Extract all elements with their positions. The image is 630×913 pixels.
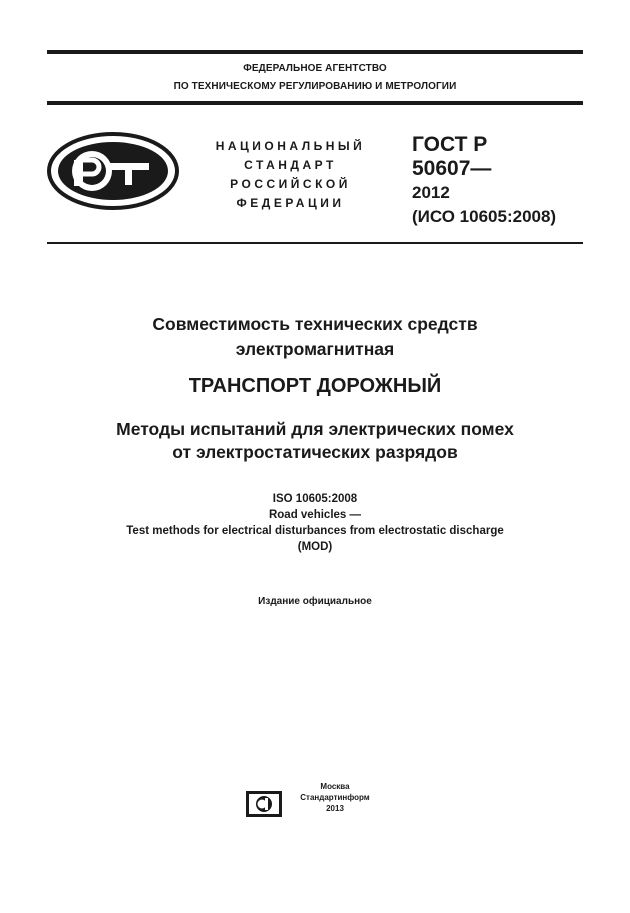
- iso-line-3: Test methods for electrical disturbances from electrostatic discharge: [126, 525, 504, 537]
- iso-line-1: ISO 10605:2008: [272, 493, 358, 505]
- publisher-info: [292, 781, 378, 814]
- document-title: [47, 312, 583, 362]
- title-line-2: электромагнитная: [235, 339, 395, 359]
- gost-line-1: ГОСТ Р: [412, 133, 488, 156]
- gost-line-3: 2012: [412, 183, 450, 202]
- title-line-1: Совместимость технических средств: [152, 314, 478, 334]
- iso-line-2: Road vehicles —: [268, 509, 362, 521]
- standartinform-logo-icon: [245, 790, 283, 818]
- agency-line-1: ФЕДЕРАЛЬНОЕ АГЕНТСТВО: [243, 63, 387, 74]
- subtitle: [47, 418, 583, 464]
- iso-reference: [47, 491, 583, 555]
- national-line-2: СТАНДАРТ: [244, 158, 337, 172]
- main-title: ТРАНСПОРТ ДОРОЖНЫЙ: [188, 375, 442, 397]
- national-line-3: РОССИЙСКОЙ: [230, 177, 351, 191]
- iso-line-4: (MOD): [297, 541, 333, 553]
- rst-logo-icon: [47, 132, 179, 210]
- national-line-1: НАЦИОНАЛЬНЫЙ: [215, 139, 366, 153]
- publisher-name: Стандартинформ: [300, 793, 370, 802]
- top-rule: [47, 50, 583, 54]
- agency-line-2: ПО ТЕХНИЧЕСКОМУ РЕГУЛИРОВАНИЮ И МЕТРОЛОГИИ: [173, 81, 457, 92]
- subtitle-line-2: от электростатических разрядов: [172, 442, 458, 462]
- gost-designation: [412, 133, 556, 229]
- gost-line-2: 50607—: [412, 157, 492, 180]
- edition-label: Издание официальное: [258, 596, 372, 607]
- middle-rule: [47, 242, 583, 244]
- national-standard-label: [198, 137, 383, 213]
- publisher-city: Москва: [320, 782, 350, 791]
- publisher-year: 2013: [326, 804, 344, 813]
- subtitle-line-1: Методы испытаний для электрических помех: [116, 419, 514, 439]
- header-rule: [47, 101, 583, 105]
- national-line-4: ФЕДЕРАЦИИ: [236, 196, 345, 210]
- gost-line-4: (ИСО 10605:2008): [412, 207, 557, 226]
- agency-name: [47, 60, 583, 96]
